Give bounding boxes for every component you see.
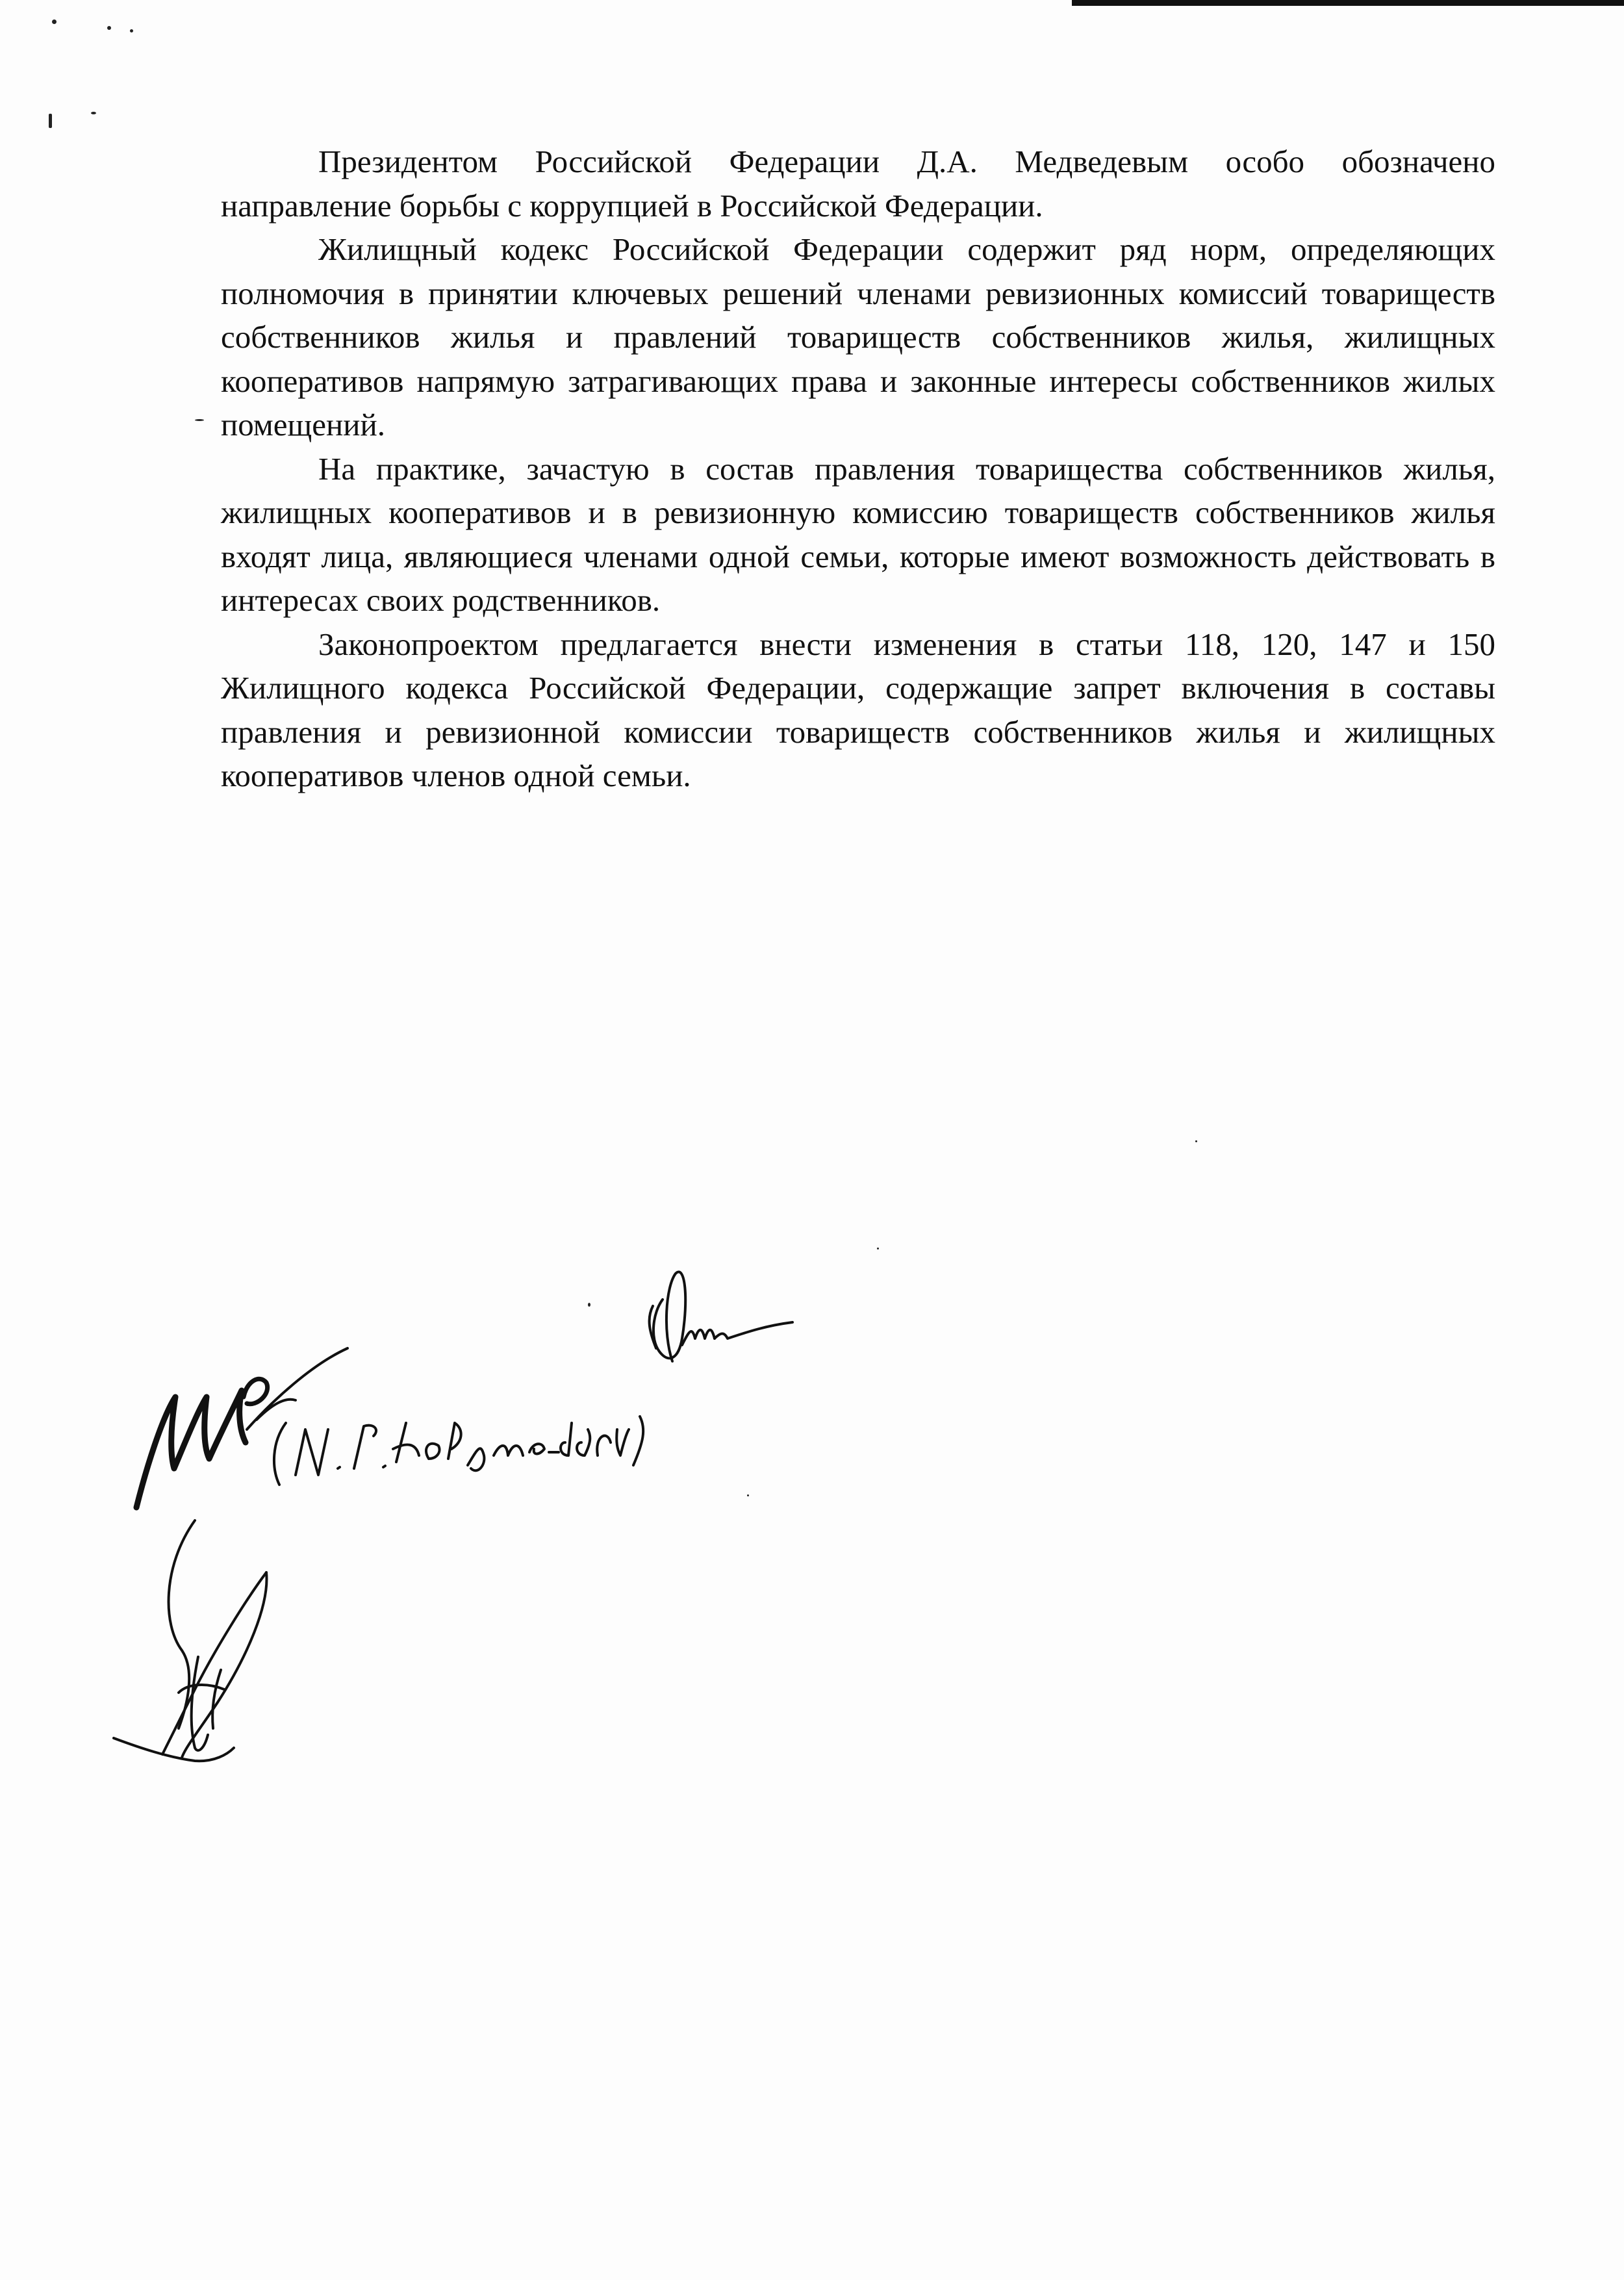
handwritten-name-graphic — [274, 1416, 643, 1485]
signature-block — [0, 1235, 844, 1819]
scan-speck — [1195, 1140, 1197, 1142]
document-body — [221, 140, 1495, 798]
paragraph-1: Президентом Российской Федерации Д.А. Медведевым особо обозначено направление борьбы с коррупцией в Российской Федерации. — [221, 144, 1495, 224]
signatures-drawing — [0, 1235, 844, 1819]
scan-speck — [91, 112, 96, 114]
paragraph-3: На практике, зачастую в состав правления товарищества собственников жилья, жилищных кооперативов и в ревизионную комиссию товариществ собственников жилья входят лица, являющиеся членами одной семьи, которые имеют возможность действовать в интересах своих родственников. — [221, 450, 1495, 618]
signature-1 — [136, 1348, 348, 1507]
scan-speck — [195, 419, 204, 421]
scan-speck — [52, 19, 57, 24]
paragraph-4: Законопроектом предлагается внести изменения в статьи 118, 120, 147 и 150 Жилищного кодекса Российской Федерации, содержащие запрет включения в составы правления и ревизионной комиссии товариществ собственников жилья и жилищных кооперативов членов одной семьи. — [221, 626, 1495, 793]
scan-edge-line — [1072, 0, 1624, 6]
paragraph-2: Жилищный кодекс Российской Федерации содержит ряд норм, определяющих полномочия в принятии ключевых решений членами ревизионных комиссий товариществ собственников жилья и правлений товариществ собственников жилья, жилищных кооперативов напрямую затрагивающих права и законные интересы собственников жилых помещений. — [221, 231, 1495, 442]
signature-2 — [650, 1272, 793, 1361]
scan-speck — [877, 1248, 879, 1249]
scan-speck — [107, 26, 111, 30]
scan-speck — [130, 29, 133, 32]
signature-3 — [114, 1520, 266, 1761]
scan-speck — [49, 114, 52, 128]
